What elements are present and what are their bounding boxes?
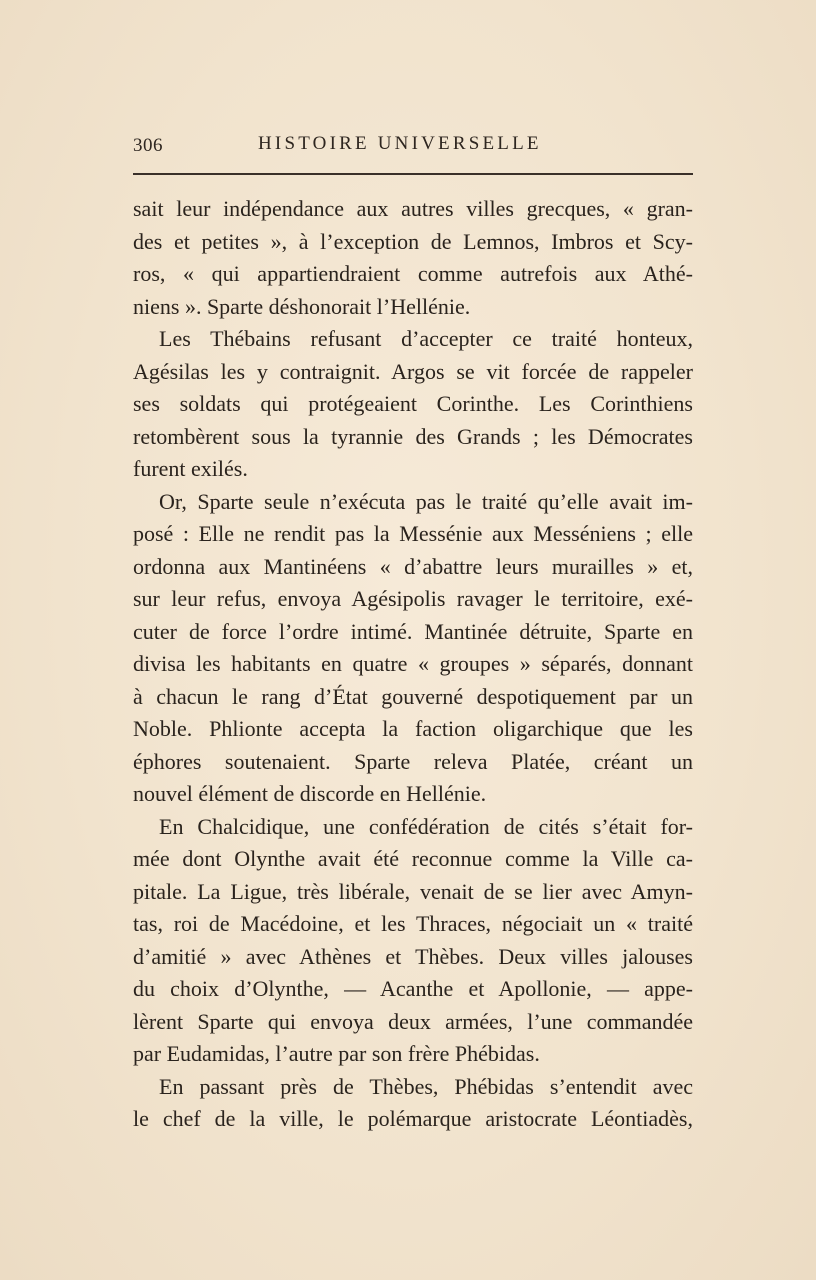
text-line: furent exilés. — [133, 456, 248, 481]
header-rule — [133, 173, 693, 175]
text-line: le chef de la ville, le polémarque aristocrate Léontiadès, — [133, 1106, 693, 1131]
paragraph — [133, 323, 693, 486]
text-line: cuter de force l’ordre intimé. Mantinée détruite, Sparte en — [133, 618, 693, 644]
paragraph — [133, 811, 693, 1071]
text-line: Or, Sparte seule n’exécuta pas le traité qu’elle avait im- — [159, 488, 693, 514]
text-line: des et petites », à l’exception de Lemnos, Imbros et Scy- — [133, 228, 693, 254]
text-line: ros, « qui appartiendraient comme autrefois aux Athé- — [133, 261, 693, 286]
text-line: lèrent Sparte qui envoya deux armées, l’une commandée — [133, 1008, 693, 1034]
text-line: En Chalcidique, une confédération de cités s’était for- — [159, 813, 693, 839]
body-text — [133, 193, 693, 1136]
text-line: ordonna aux Mantinéens « d’abattre leurs murailles » et, — [133, 553, 693, 579]
text-line: sait leur indépendance aux autres villes grecques, « gran- — [133, 196, 693, 221]
text-line: niens ». Sparte déshonorait l’Hellénie. — [133, 293, 471, 319]
text-line: Les Thébains refusant d’accepter ce traité honteux, — [159, 326, 693, 351]
text-line: En passant près de Thèbes, Phébidas s’entendit avec — [159, 1073, 693, 1099]
text-line: retombèrent sous la tyrannie des Grands ; les Démocrates — [133, 423, 693, 449]
paragraph — [133, 193, 693, 323]
running-title: HISTOIRE UNIVERSELLE — [258, 133, 542, 154]
page-number: 306 — [133, 135, 163, 156]
text-line: sur leur refus, envoya Agésipolis ravager le territoire, exé- — [133, 586, 693, 611]
text-line: mée dont Olynthe avait été reconnue comme la Ville ca- — [133, 846, 693, 871]
text-line: Noble. Phlionte accepta la faction oligarchique que les — [133, 716, 693, 741]
text-line: éphores soutenaient. Sparte releva Platée, créant un — [133, 748, 693, 774]
text-line: du choix d’Olynthe, — Acanthe et Apollonie, — appe- — [133, 976, 693, 1001]
paragraph — [133, 1071, 693, 1136]
text-line: ses soldats qui protégeaient Corinthe. Les Corinthiens — [133, 391, 693, 416]
text-line: Agésilas les y contraignit. Argos se vit forcée de rappeler — [133, 358, 693, 384]
paragraph — [133, 486, 693, 811]
text-line: nouvel élément de discorde en Hellénie. — [133, 781, 487, 806]
text-line: par Eudamidas, l’autre par son frère Phébidas. — [133, 1041, 540, 1066]
text-line: à chacun le rang d’État gouverné despotiquement par un — [133, 683, 693, 709]
text-line: divisa les habitants en quatre « groupes » séparés, donnant — [133, 651, 693, 676]
page-header — [133, 131, 693, 161]
text-line: tas, roi de Macédoine, et les Thraces, négociait un « traité — [133, 911, 693, 936]
text-line: pitale. La Ligue, très libérale, venait de se lier avec Amyn- — [133, 878, 693, 904]
text-line: posé : Elle ne rendit pas la Messénie aux Messéniens ; elle — [133, 521, 693, 546]
text-line: d’amitié » avec Athènes et Thèbes. Deux villes jalouses — [133, 943, 693, 969]
